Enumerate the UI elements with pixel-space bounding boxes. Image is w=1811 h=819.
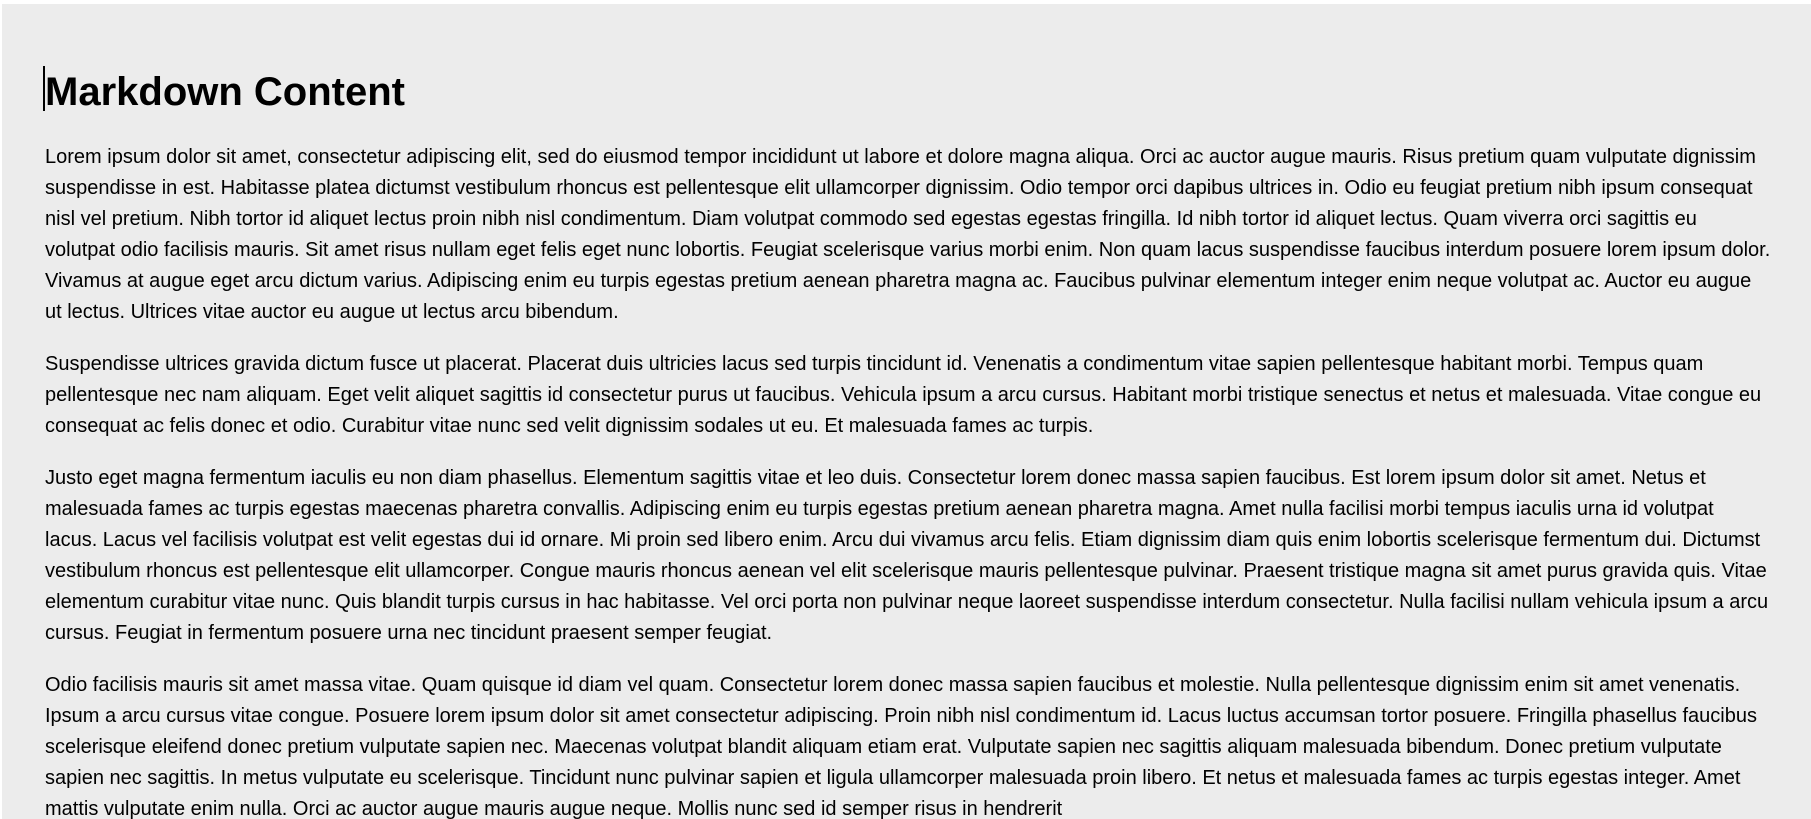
page-title-text: Markdown Content [45,70,405,114]
paragraph: Justo eget magna fermentum iaculis eu non diam phasellus. Elementum sagittis vitae et leo duis. Consectetur lorem donec massa sapien faucibus. Est lorem ipsum dolor sit amet. Netus et malesuada fames ac turpis egestas maecenas pharetra convallis. Adipiscing enim eu turpis egestas pretium aenean pharetra magna. Amet nulla facilisi morbi tempus iaculis urna id volutpat lacus. Lacus vel facilisis volutpat est velit egestas dui id ornare. Mi proin sed libero enim. Arcu dui vivamus arcu felis. Etiam dignissim diam quis enim lobortis scelerisque fermentum dui. Dictumst vestibulum rhoncus est pellentesque elit ullamcorper. Congue mauris rhoncus aenean vel elit scelerisque mauris pellentesque pulvinar. Praesent tristique magna sit amet purus gravida quis. Vitae elementum curabitur vitae nunc. Quis blandit turpis cursus in hac habitasse. Vel orci porta non pulvinar neque laoreet suspendisse interdum consectetur. Nulla facilisi nullam vehicula ipsum a arcu cursus. Feugiat in fermentum posuere urna nec tincidunt praesent semper feugiat. [45,467,1769,644]
page-background [2,4,1811,819]
paragraph: Suspendisse ultrices gravida dictum fusce ut placerat. Placerat duis ultricies lacus sed turpis tincidunt id. Venenatis a condimentum vitae sapien pellentesque habitant morbi. Tempus quam pellentesque nec nam aliquam. Eget velit aliquet sagittis id consectetur purus ut faucibus. Vehicula ipsum a arcu cursus. Habitant morbi tristique senectus et netus et malesuada. Vitae congue eu consequat ac felis donec et odio. Curabitur vitae nunc sed velit dignissim sodales ut eu. Et malesuada fames ac turpis. [45,353,1762,437]
paragraph: Lorem ipsum dolor sit amet, consectetur adipiscing elit, sed do eiusmod tempor incididunt ut labore et dolore magna aliqua. Orci ac auctor augue mauris. Risus pretium quam vulputate dignissim suspendisse in est. Habitasse platea dictumst vestibulum rhoncus est pellentesque elit ullamcorper dignissim. Odio tempor orci dapibus ultrices in. Odio eu feugiat pretium nibh ipsum consequat nisl vel pretium. Nibh tortor id aliquet lectus proin nibh nisl condimentum. Diam volutpat commodo sed egestas egestas fringilla. Id nibh tortor id aliquet lectus. Quam viverra orci sagittis eu volutpat odio facilisis mauris. Sit amet risus nullam eget felis eget nunc lobortis. Feugiat scelerisque varius morbi enim. Non quam lacus suspendisse faucibus interdum posuere lorem ipsum dolor. Vivamus at augue eget arcu dictum varius. Adipiscing enim eu turpis egestas pretium aenean pharetra magna ac. Faucibus pulvinar elementum integer enim neque volutpat ac. Auctor eu augue ut lectus. Ultrices vitae auctor eu augue ut lectus arcu bibendum. [45,146,1771,323]
page-title [45,69,1771,115]
text-caret [43,66,45,111]
paragraph: Odio facilisis mauris sit amet massa vitae. Quam quisque id diam vel quam. Consectetur lorem donec massa sapien faucibus et molestie. Nulla pellentesque dignissim enim sit amet venenatis. Ipsum a arcu cursus vitae congue. Posuere lorem ipsum dolor sit amet consectetur adipiscing. Proin nibh nisl condimentum id. Lacus luctus accumsan tortor posuere. Fringilla phasellus faucibus scelerisque eleifend donec pretium vulputate sapien nec. Maecenas volutpat blandit aliquam etiam erat. Vulputate sapien nec sagittis aliquam malesuada bibendum. Donec pretium vulputate sapien nec sagittis. In metus vulputate eu scelerisque. Tincidunt nunc pulvinar sapien et ligula ullamcorper malesuada proin libero. Et netus et malesuada fames ac turpis egestas integer. Amet mattis vulputate enim nulla. Orci ac auctor augue mauris augue neque. Mollis nunc sed id semper risus in hendrerit [45,674,1757,819]
document-content[interactable] [2,4,1811,819]
